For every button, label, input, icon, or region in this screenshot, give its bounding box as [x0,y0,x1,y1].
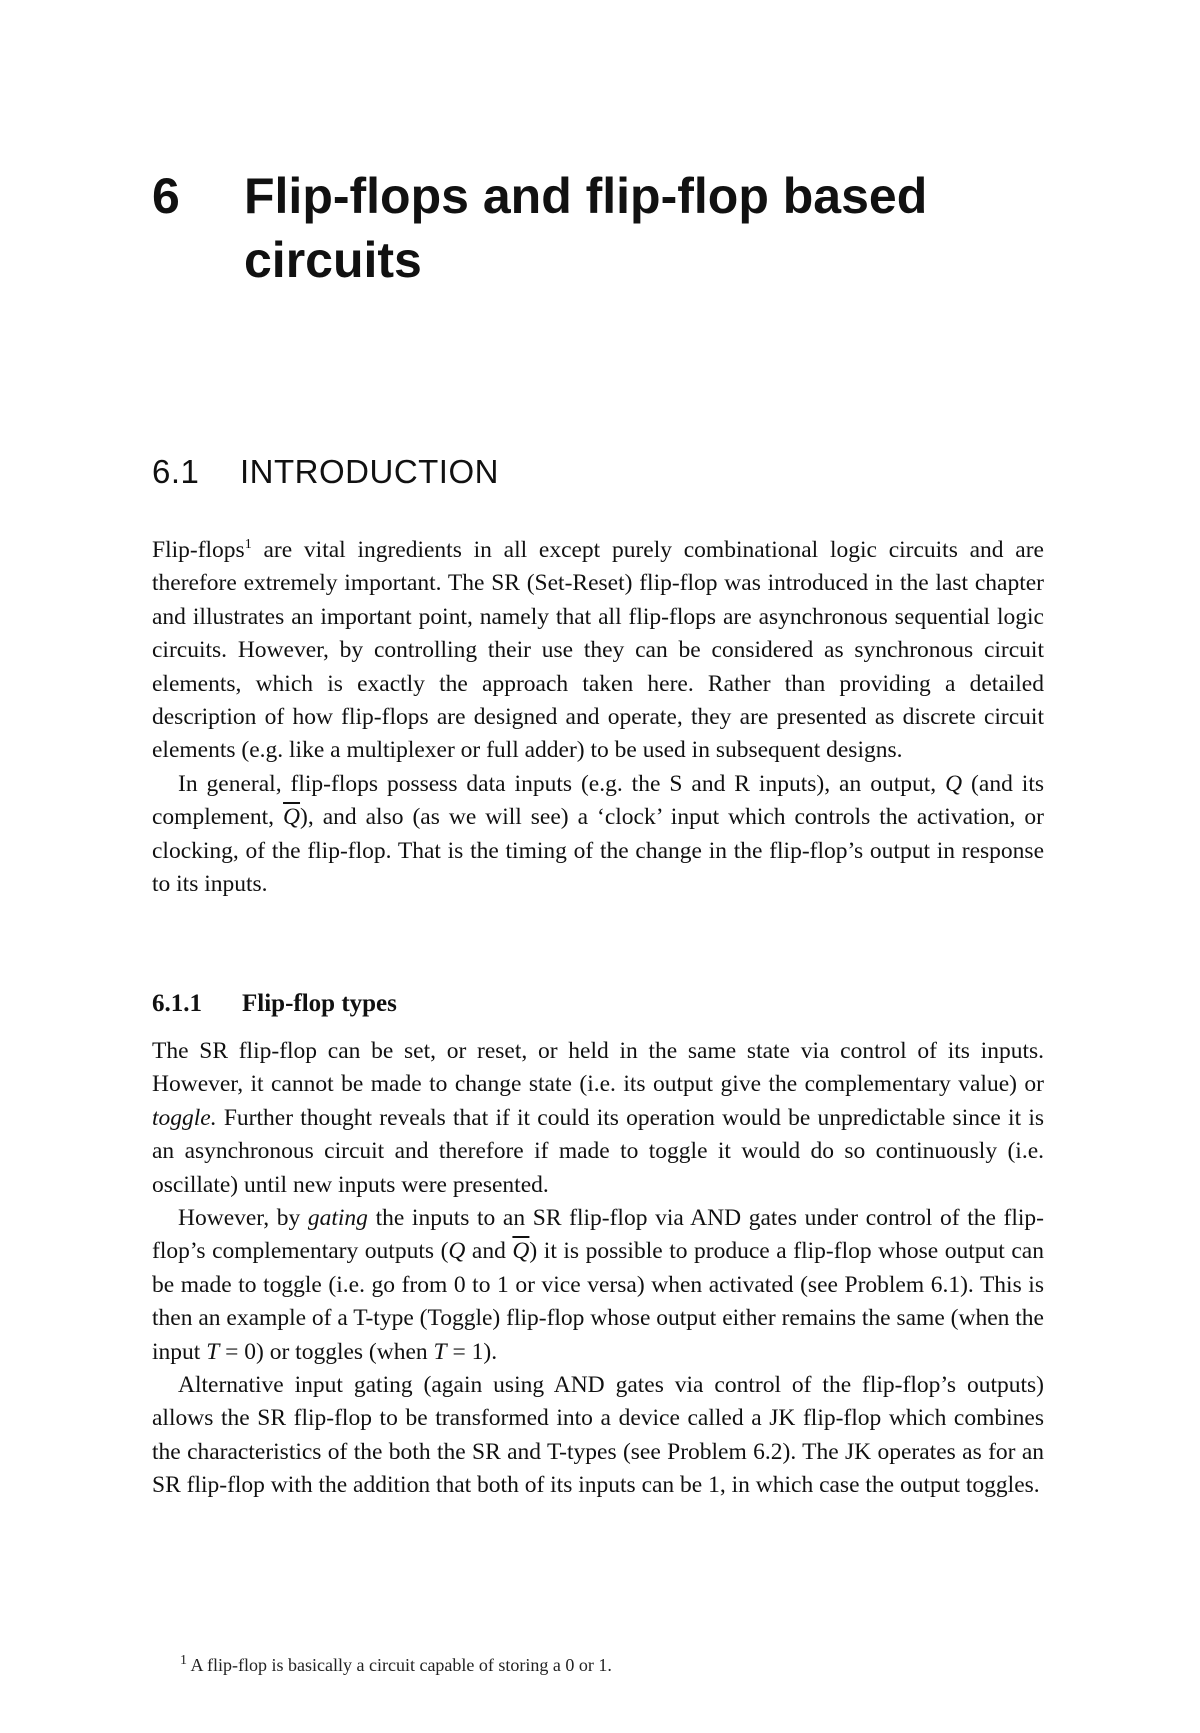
intro-p2-c: ), and also (as we will see) a ‘clock’ input which controls the activation, or clocking, of the flip-flop. That is the timing of the change in the flip-flop’s output in response to its inputs. [152,804,1044,898]
q-symbol: Q [945,770,963,797]
toggle-term: toggle. [152,1104,217,1131]
types-paragraph-1 [152,1035,1044,1202]
section-title: INTRODUCTION [240,453,499,490]
types-p2-c: ) it is possible to produce a flip-flop whose output can be made to toggle (i.e. go from 0 to 1 or vice versa) when activated (see Problem 6.1). This is then an example of a T-type (Toggle) flip-flop whose output either remains the same (when the input [152,1238,1044,1365]
types-p2-a: However, by [178,1205,308,1232]
types-p1-a: The SR flip-flop can be set, or reset, or held in the same state via control of its inputs. However, it cannot be made to change state (i.e. its output give the complementary value) or [152,1038,1044,1098]
footnote-mark: 1 [180,1653,187,1668]
subsection-number: 6.1.1 [152,990,202,1017]
footnote [180,1653,612,1677]
subsection-heading [152,988,397,1020]
intro-p2-a: In general, flip-flops possess data inputs (e.g. the S and R inputs), an output, [178,770,946,797]
chapter-title: Flip-flops and flip-flop based circuits [244,168,928,288]
t-symbol: T [433,1338,447,1365]
types-p2-and: and [465,1238,513,1265]
footnote-reference: 1 [244,537,252,553]
section-number: 6.1 [152,453,200,490]
footnote-text: A flip-flop is basically a circuit capable of storing a 0 or 1. [190,1655,612,1675]
types-p2-d: = 0) or toggles (when [219,1338,434,1365]
section-heading [152,452,499,492]
chapter-heading [152,164,1052,292]
types-p2-e: = 1). [446,1338,498,1365]
intro-p2-b: (and its complement, [152,770,1044,831]
intro-body [152,534,1044,901]
q-bar-symbol: $\overline{Q}$ [512,1238,530,1265]
types-p1-b: Further thought reveals that if it could its operation would be unpredictable since it is an asynchronous circuit and therefore if made to toggle it would do so continuously (i.e. oscillate) until new inputs were presented. [152,1104,1044,1198]
types-paragraph-3: Alternative input gating (again using AND gates via control of the flip-flop’s outputs) allows the SR flip-flop to be transformed into a device called a JK flip-flop which combines the characteristics of the both the SR and T-types (see Problem 6.2). The JK operates as for an SR flip-flop with the addition that both of its inputs can be 1, in which case the output toggles. [152,1372,1044,1499]
intro-p1-rest: are vital ingredients in all except purely combinational logic circuits and are therefore extremely important. The SR (Set-Reset) flip-flop was introduced in the last chapter and illustrates an important point, namely that all flip-flops are asynchronous sequential logic circuits. However, by controlling their use they can be considered as synchronous circuit elements, which is exactly the approach taken here. Rather than providing a detailed description of how flip-flops are designed and operate, they are presented as discrete circuit elements (e.g. like a multiplexer or full adder) to be used in subsequent designs. [152,537,1044,764]
gating-term: gating [307,1205,368,1232]
types-body [152,1035,1044,1503]
intro-p1-start: Flip-flops [152,537,245,563]
q-bar-symbol: $\overline{Q}$ [283,804,301,831]
chapter-number: 6 [152,168,180,224]
t-symbol: T [206,1338,220,1365]
intro-paragraph-2 [152,768,1044,902]
subsection-title: Flip-flop types [242,990,397,1017]
intro-paragraph-1 [152,534,1044,768]
types-p2-b: the inputs to an SR flip-flop via AND gates under control of the flip-flop’s complementary outputs ( [152,1205,1045,1265]
q-symbol: Q [448,1238,466,1265]
types-paragraph-2 [152,1202,1044,1369]
